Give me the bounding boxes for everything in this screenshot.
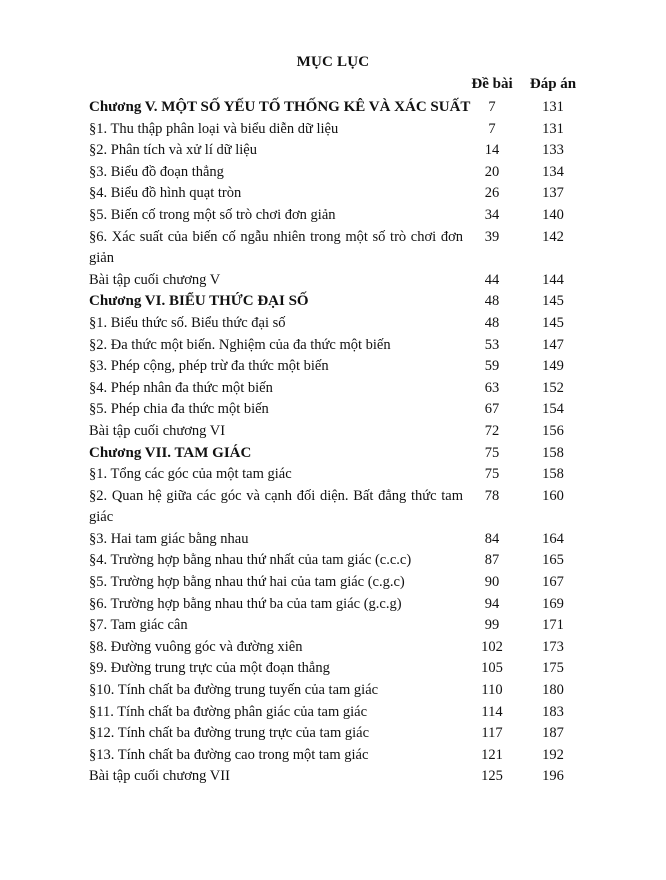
toc-entry-row[interactable] bbox=[89, 637, 589, 659]
toc-entry-title: Bài tập cuối chương VI bbox=[89, 422, 226, 439]
de-bai-page-number: 44 bbox=[484, 271, 500, 288]
toc-entry-row[interactable] bbox=[89, 615, 589, 637]
toc-entry-row[interactable] bbox=[89, 745, 589, 767]
toc-entry-title: §1. Tổng các góc của một tam giác bbox=[89, 466, 292, 483]
de-bai-page-number: 84 bbox=[484, 530, 500, 547]
de-bai-page-number: 102 bbox=[481, 638, 503, 655]
toc-entry-row[interactable] bbox=[89, 183, 589, 205]
dap-an-page-number: 187 bbox=[542, 725, 564, 742]
de-bai-page-number: 48 bbox=[484, 314, 500, 331]
toc-entry-title: §12. Tính chất ba đường trung trực của tam giác bbox=[89, 725, 370, 742]
dap-an-page-number: 149 bbox=[542, 358, 564, 375]
toc-entry-row[interactable] bbox=[89, 270, 589, 292]
toc-entry-title: §2. Quan hệ giữa các góc và cạnh đối diện. Bất đẳng thức tam giác bbox=[89, 487, 463, 526]
dap-an-page-number: 133 bbox=[542, 142, 564, 159]
toc-chapter-row[interactable] bbox=[89, 443, 589, 465]
toc-entry-row[interactable] bbox=[89, 356, 589, 378]
toc-entry-title: §13. Tính chất ba đường cao trong một tam giác bbox=[89, 746, 369, 763]
toc-entry-title: §1. Biểu thức số. Biểu thức đại số bbox=[89, 314, 286, 331]
dap-an-page-number: 145 bbox=[542, 293, 564, 310]
toc-entry-title: Chương V. MỘT SỐ YẾU TỐ THỐNG KÊ VÀ XÁC SUẤT bbox=[89, 99, 471, 115]
toc-entry-title: §3. Biểu đồ đoạn thẳng bbox=[89, 163, 224, 180]
dap-an-page-number: 171 bbox=[542, 617, 564, 634]
dap-an-page-number: 156 bbox=[542, 422, 564, 439]
de-bai-page-number: 48 bbox=[484, 293, 500, 310]
toc-chapter-row[interactable] bbox=[89, 97, 589, 119]
toc-entry-title: §5. Biến cố trong một số trò chơi đơn giản bbox=[89, 206, 336, 223]
toc-entry-row[interactable] bbox=[89, 702, 589, 724]
dap-an-page-number: 131 bbox=[542, 120, 564, 137]
de-bai-page-number: 87 bbox=[484, 552, 500, 569]
dap-an-page-number: 192 bbox=[542, 746, 564, 763]
de-bai-page-number: 94 bbox=[484, 595, 500, 612]
de-bai-page-number: 78 bbox=[484, 487, 500, 504]
de-bai-page-number: 125 bbox=[481, 768, 503, 785]
toc-entry-title: §1. Thu thập phân loại và biểu diễn dữ liệu bbox=[89, 120, 339, 137]
toc-entry-title: Bài tập cuối chương V bbox=[89, 271, 221, 288]
column-header-de-bai: Đề bài bbox=[471, 76, 513, 92]
toc-entry-row[interactable] bbox=[89, 680, 589, 702]
toc-entry-row[interactable] bbox=[89, 162, 589, 184]
toc-entry-title: §4. Biểu đồ hình quạt tròn bbox=[89, 185, 242, 202]
dap-an-page-number: 175 bbox=[542, 660, 564, 677]
dap-an-page-number: 183 bbox=[542, 703, 564, 720]
de-bai-page-number: 99 bbox=[484, 617, 500, 634]
toc-entry-title: §11. Tính chất ba đường phân giác của tam giác bbox=[89, 703, 368, 720]
de-bai-page-number: 39 bbox=[484, 228, 500, 245]
toc-entry-row[interactable] bbox=[89, 399, 589, 421]
toc-entry-row[interactable] bbox=[89, 529, 589, 551]
dap-an-page-number: 142 bbox=[542, 228, 564, 245]
toc-entry-row[interactable] bbox=[89, 766, 589, 788]
toc-entry-title: §5. Trường hợp bằng nhau thứ hai của tam giác (c.g.c) bbox=[89, 574, 405, 591]
de-bai-page-number: 26 bbox=[484, 185, 500, 202]
toc-entry-row[interactable] bbox=[89, 594, 589, 616]
toc-entry-title: §2. Đa thức một biến. Nghiệm của đa thức một biến bbox=[89, 336, 391, 353]
toc-chapter-row[interactable] bbox=[89, 291, 589, 313]
toc-list bbox=[89, 97, 589, 788]
toc-entry-row[interactable] bbox=[89, 227, 589, 270]
toc-entry-row[interactable] bbox=[89, 378, 589, 400]
column-header-dap-an: Đáp án bbox=[529, 76, 577, 92]
dap-an-page-number: 147 bbox=[542, 336, 564, 353]
dap-an-page-number: 169 bbox=[542, 595, 564, 612]
toc-entry-row[interactable] bbox=[89, 421, 589, 443]
toc-entry-row[interactable] bbox=[89, 205, 589, 227]
toc-entry-title: §2. Phân tích và xử lí dữ liệu bbox=[89, 142, 257, 159]
toc-entry-title: §5. Phép chia đa thức một biến bbox=[89, 401, 269, 418]
de-bai-page-number: 59 bbox=[484, 358, 500, 375]
dap-an-page-number: 131 bbox=[542, 99, 564, 115]
de-bai-page-number: 53 bbox=[484, 336, 500, 353]
dap-an-page-number: 180 bbox=[542, 682, 564, 699]
dap-an-page-number: 154 bbox=[542, 401, 564, 418]
toc-entry-title: §3. Phép cộng, phép trừ đa thức một biến bbox=[89, 358, 329, 375]
toc-entry-title: Chương VII. TAM GIÁC bbox=[89, 444, 252, 461]
toc-entry-title: §4. Phép nhân đa thức một biến bbox=[89, 379, 273, 396]
de-bai-page-number: 67 bbox=[484, 401, 500, 418]
toc-entry-title: §3. Hai tam giác bằng nhau bbox=[89, 530, 249, 547]
toc-entry-row[interactable] bbox=[89, 658, 589, 680]
dap-an-page-number: 158 bbox=[542, 444, 564, 461]
toc-entry-title: §8. Đường vuông góc và đường xiên bbox=[89, 638, 303, 655]
dap-an-page-number: 140 bbox=[542, 206, 564, 223]
dap-an-page-number: 160 bbox=[542, 487, 564, 504]
de-bai-page-number: 14 bbox=[484, 142, 500, 159]
toc-entry-row[interactable] bbox=[89, 313, 589, 335]
de-bai-page-number: 20 bbox=[484, 163, 500, 180]
dap-an-page-number: 137 bbox=[542, 185, 564, 202]
de-bai-page-number: 105 bbox=[481, 660, 503, 677]
dap-an-page-number: 164 bbox=[542, 530, 564, 547]
toc-entry-row[interactable] bbox=[89, 550, 589, 572]
dap-an-page-number: 134 bbox=[542, 163, 564, 180]
toc-entry-row[interactable] bbox=[89, 140, 589, 162]
toc-entry-title: §6. Trường hợp bằng nhau thứ ba của tam giác (g.c.g) bbox=[89, 595, 402, 612]
toc-entry-row[interactable] bbox=[89, 335, 589, 357]
toc-entry-row[interactable] bbox=[89, 572, 589, 594]
dap-an-page-number: 144 bbox=[542, 271, 564, 288]
page-title: MỤC LỤC bbox=[296, 54, 370, 70]
dap-an-page-number: 158 bbox=[542, 466, 564, 483]
dap-an-page-number: 165 bbox=[542, 552, 564, 569]
toc-entry-row[interactable] bbox=[89, 486, 589, 529]
de-bai-page-number: 7 bbox=[488, 99, 496, 115]
toc-entry-row[interactable] bbox=[89, 119, 589, 141]
de-bai-page-number: 121 bbox=[481, 746, 503, 763]
toc-entry-row[interactable] bbox=[89, 723, 589, 745]
dap-an-page-number: 196 bbox=[542, 768, 564, 785]
de-bai-page-number: 72 bbox=[484, 422, 500, 439]
toc-entry-title: Chương VI. BIỂU THỨC ĐẠI SỐ bbox=[89, 293, 309, 310]
toc-entry-title: Bài tập cuối chương VII bbox=[89, 768, 230, 785]
toc-entry-title: §9. Đường trung trực của một đoạn thẳng bbox=[89, 660, 330, 677]
dap-an-page-number: 173 bbox=[542, 638, 564, 655]
de-bai-page-number: 75 bbox=[484, 444, 500, 461]
dap-an-page-number: 152 bbox=[542, 379, 564, 396]
de-bai-page-number: 7 bbox=[488, 120, 496, 137]
de-bai-page-number: 75 bbox=[484, 466, 500, 483]
dap-an-page-number: 167 bbox=[542, 574, 564, 591]
de-bai-page-number: 34 bbox=[484, 206, 500, 223]
toc-entry-row[interactable] bbox=[89, 464, 589, 486]
toc-entry-title: §4. Trường hợp bằng nhau thứ nhất của tam giác (c.c.c) bbox=[89, 552, 412, 569]
de-bai-page-number: 90 bbox=[484, 574, 500, 591]
toc-entry-title: §10. Tính chất ba đường trung tuyến của tam giác bbox=[89, 682, 379, 699]
dap-an-page-number: 145 bbox=[542, 314, 564, 331]
de-bai-page-number: 114 bbox=[481, 703, 503, 720]
de-bai-page-number: 110 bbox=[481, 682, 503, 699]
toc-entry-title: §6. Xác suất của biến cố ngẫu nhiên trong một số trò chơi đơn giản bbox=[89, 228, 463, 267]
de-bai-page-number: 117 bbox=[481, 725, 503, 742]
de-bai-page-number: 63 bbox=[484, 379, 500, 396]
toc-entry-title: §7. Tam giác cân bbox=[89, 617, 188, 634]
